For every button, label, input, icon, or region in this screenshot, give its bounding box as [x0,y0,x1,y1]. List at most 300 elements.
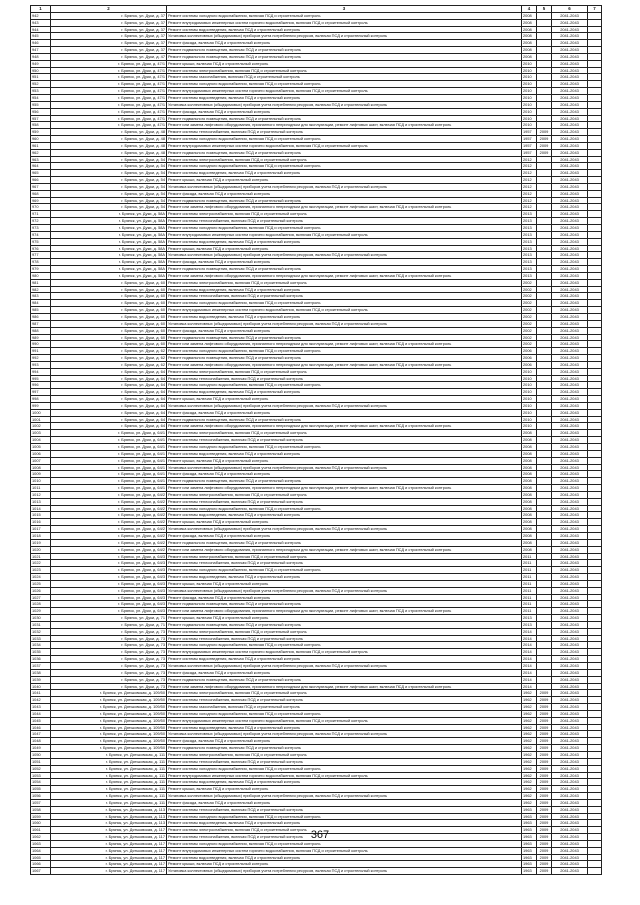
work-type-cell: Ремонт системы теплоснабжения, включая ПСД и строительный контроль [167,375,522,382]
repair-year-cell [537,512,552,519]
work-type-cell: Ремонт системы холодного водоснабжения, включая ПСД и строительный контроль [167,765,522,772]
planned-period-cell: 2041-2043 [552,526,588,533]
address-cell: г. Брянск, ул. Дуки, д. 60 [51,334,167,341]
extra-cell [588,416,602,423]
work-type-cell: Установка коллективных (общедомовых) приборов учета потребления ресурсов, включая ПСД и строительный контроль [167,526,522,533]
work-type-cell: Ремонт подвального помещения, включая ПСД и строительный контроль [167,149,522,156]
repair-year-cell [537,409,552,416]
extra-cell [588,690,602,697]
planned-period-cell: 2041-2043 [552,156,588,163]
table-row [31,813,602,820]
row-number-cell: 968 [31,190,51,197]
extra-cell [588,218,602,225]
row-number-cell: 944 [31,26,51,33]
planned-period-cell: 2041-2043 [552,416,588,423]
row-number-cell: 1035 [31,649,51,656]
planned-period-cell: 2041-2043 [552,40,588,47]
row-number-cell: 977 [31,252,51,259]
address-cell: г. Брянск, ул. Дуки, д. 37 [51,47,167,54]
build-year-cell: 2012 [522,177,537,184]
row-number-cell: 1028 [31,601,51,608]
extra-cell [588,272,602,279]
work-type-cell: Ремонт системы водоотведения, включая ПСД и строительный контроль [167,313,522,320]
address-cell: г. Брянск, ул. Дуки, д. 64/3 [51,580,167,587]
address-cell: г. Брянск, ул. Дуки, д. 73 [51,676,167,683]
build-year-cell: 2010 [522,74,537,81]
address-cell: г. Брянск, ул. Дятьковская, д. 117 [51,840,167,847]
planned-period-cell: 2041-2043 [552,204,588,211]
address-cell: г. Брянск, ул. Дуки, д. 37 [51,33,167,40]
row-number-cell: 960 [31,136,51,143]
extra-cell [588,53,602,60]
build-year-cell: 2014 [522,669,537,676]
repair-year-cell [537,450,552,457]
extra-cell [588,313,602,320]
address-cell: г. Брянск, ул. Дуки, д. 47/1 [51,115,167,122]
table-row [31,676,602,683]
repair-year-cell [537,402,552,409]
build-year-cell: 1963 [522,806,537,813]
repair-year-cell: 2009 [537,834,552,841]
work-type-cell: Ремонт системы холодного водоснабжения, включая ПСД и строительный контроль [167,710,522,717]
extra-cell [588,423,602,430]
work-type-cell: Ремонт системы холодного водоснабжения, включая ПСД и строительный контроль [167,444,522,451]
repair-year-cell [537,279,552,286]
build-year-cell: 1962 [522,717,537,724]
table-row [31,259,602,266]
build-year-cell: 2008 [522,505,537,512]
work-type-cell: Ремонт системы холодного водоснабжения, включая ПСД и строительный контроль [167,813,522,820]
planned-period-cell: 2041-2043 [552,245,588,252]
address-cell: г. Брянск, ул. Дуки, д. 54 [51,197,167,204]
address-cell: г. Брянск, ул. Дуки, д. 48 [51,136,167,143]
row-number-cell: 992 [31,355,51,362]
work-type-cell: Ремонт системы теплоснабжения, включая ПСД и строительный контроль [167,635,522,642]
work-type-cell: Ремонт системы теплоснабжения, включая ПСД и строительный контроль [167,129,522,136]
table-row [31,334,602,341]
row-number-cell: 949 [31,60,51,67]
row-number-cell: 1044 [31,710,51,717]
repair-year-cell: 2009 [537,847,552,854]
planned-period-cell: 2041-2043 [552,642,588,649]
planned-period-cell: 2041-2043 [552,12,588,19]
build-year-cell: 1957 [522,149,537,156]
table-row [31,697,602,704]
address-cell: г. Брянск, ул. Дятьковская, д. 111 [51,758,167,765]
address-cell: г. Брянск, ул. Дуки, д. 54 [51,183,167,190]
repair-year-cell [537,594,552,601]
planned-period-cell: 2041-2043 [552,231,588,238]
build-year-cell: 1962 [522,731,537,738]
table-row [31,81,602,88]
build-year-cell: 2008 [522,40,537,47]
extra-cell [588,847,602,854]
work-type-cell: Ремонт системы холодного водоснабжения, включая ПСД и строительный контроль [167,348,522,355]
planned-period-cell: 2041-2043 [552,286,588,293]
extra-cell [588,751,602,758]
table-row [31,225,602,232]
extra-cell [588,546,602,553]
work-type-cell: Ремонт системы электроснабжения, включая ПСД и строительный контроль [167,491,522,498]
repair-year-cell [537,60,552,67]
extra-cell [588,820,602,827]
extra-cell [588,519,602,526]
table-row [31,19,602,26]
repair-year-cell: 2009 [537,827,552,834]
row-number-cell: 952 [31,81,51,88]
row-number-cell: 1039 [31,676,51,683]
planned-period-cell: 2041-2043 [552,854,588,861]
build-year-cell: 1963 [522,861,537,868]
planned-period-cell: 2041-2043 [552,799,588,806]
extra-cell [588,177,602,184]
planned-period-cell: 2041-2043 [552,834,588,841]
planned-period-cell: 2041-2043 [552,519,588,526]
capital-repair-table [30,5,602,875]
repair-year-cell [537,341,552,348]
row-number-cell: 987 [31,320,51,327]
address-cell: г. Брянск, ул. Дуки, д. 64/3 [51,574,167,581]
build-year-cell: 2012 [522,190,537,197]
row-number-cell: 970 [31,204,51,211]
address-cell: г. Брянск, ул. Дуки, д. 58А [51,245,167,252]
work-type-cell: Ремонт фасада, включая ПСД и строительный контроль [167,594,522,601]
table-row [31,252,602,259]
row-number-cell: 1000 [31,409,51,416]
extra-cell [588,621,602,628]
build-year-cell: 2008 [522,444,537,451]
work-type-cell: Ремонт системы электроснабжения, включая ПСД и строительный контроль [167,368,522,375]
planned-period-cell: 2041-2043 [552,505,588,512]
address-cell: г. Брянск, ул. Дуки, д. 71 [51,615,167,622]
planned-period-cell: 2041-2043 [552,779,588,786]
table-row [31,437,602,444]
planned-period-cell: 2041-2043 [552,272,588,279]
planned-period-cell: 2041-2043 [552,724,588,731]
build-year-cell: 2013 [522,621,537,628]
work-type-cell: Ремонт системы холодного водоснабжения, включая ПСД и строительный контроль [167,163,522,170]
table-row [31,861,602,868]
address-cell: г. Брянск, ул. Дуки, д. 64/1 [51,471,167,478]
planned-period-cell: 2041-2043 [552,211,588,218]
work-type-cell: Ремонт системы водоотведения, включая ПСД и строительный контроль [167,94,522,101]
planned-period-cell: 2041-2043 [552,197,588,204]
repair-year-cell [537,457,552,464]
build-year-cell: 2006 [522,355,537,362]
extra-cell [588,136,602,143]
table-row [31,526,602,533]
extra-cell [588,266,602,273]
repair-year-cell [537,587,552,594]
repair-year-cell [537,170,552,177]
planned-period-cell: 2041-2043 [552,183,588,190]
extra-cell [588,101,602,108]
row-number-cell: 991 [31,348,51,355]
work-type-cell: Ремонт или замена лифтового оборудования, признанного непригодным для эксплуатации, ремонт лифтовых шахт, включая ПСД и строительный контроль [167,683,522,690]
row-number-cell: 1049 [31,745,51,752]
table-row [31,615,602,622]
repair-year-cell [537,539,552,546]
address-cell: г. Брянск, ул. Дуки, д. 60 [51,320,167,327]
planned-period-cell: 2041-2043 [552,402,588,409]
repair-year-cell: 2009 [537,786,552,793]
extra-cell [588,355,602,362]
address-cell: г. Брянск, ул. Дуки, д. 64/2 [51,498,167,505]
row-number-cell: 996 [31,382,51,389]
address-cell: г. Брянск, ул. Дуки, д. 47/1 [51,122,167,129]
row-number-cell: 1065 [31,854,51,861]
address-cell: г. Брянск, ул. Дуки, д. 60 [51,293,167,300]
build-year-cell: 2010 [522,81,537,88]
extra-cell [588,402,602,409]
planned-period-cell: 2041-2043 [552,94,588,101]
table-row [31,786,602,793]
planned-period-cell: 2041-2043 [552,635,588,642]
planned-period-cell: 2041-2043 [552,238,588,245]
planned-period-cell: 2041-2043 [552,669,588,676]
planned-period-cell: 2041-2043 [552,847,588,854]
table-row [31,854,602,861]
work-type-cell: Ремонт фасада, включая ПСД и строительный контроль [167,259,522,266]
row-number-cell: 981 [31,279,51,286]
extra-cell [588,683,602,690]
planned-period-cell: 2041-2043 [552,190,588,197]
extra-cell [588,505,602,512]
extra-cell [588,649,602,656]
extra-cell [588,464,602,471]
repair-year-cell [537,601,552,608]
planned-period-cell: 2041-2043 [552,348,588,355]
row-number-cell: 1013 [31,498,51,505]
table-row [31,478,602,485]
extra-cell [588,861,602,868]
work-type-cell: Ремонт системы электроснабжения, включая ПСД и строительный контроль [167,67,522,74]
address-cell: г. Брянск, ул. Дуки, д. 54 [51,170,167,177]
address-cell: г. Брянск, ул. Дуки, д. 71 [51,621,167,628]
work-type-cell: Ремонт системы теплоснабжения, включая ПСД и строительный контроль [167,293,522,300]
work-type-cell: Ремонт системы теплоснабжения, включая ПСД и строительный контроль [167,560,522,567]
repair-year-cell [537,389,552,396]
build-year-cell: 2012 [522,204,537,211]
build-year-cell: 2006 [522,348,537,355]
repair-year-cell [537,676,552,683]
work-type-cell: Ремонт крыши, включая ПСД и строительный контроль [167,60,522,67]
planned-period-cell: 2041-2043 [552,806,588,813]
repair-year-cell [537,12,552,19]
table-row [31,368,602,375]
planned-period-cell: 2041-2043 [552,615,588,622]
extra-cell [588,163,602,170]
row-number-cell: 986 [31,313,51,320]
address-cell: г. Брянск, ул. Дуки, д. 47/1 [51,101,167,108]
planned-period-cell: 2041-2043 [552,656,588,663]
row-number-cell: 1005 [31,444,51,451]
planned-period-cell: 2041-2043 [552,60,588,67]
work-type-cell: Ремонт внутридомовых инженерных систем горячего водоснабжения, включая ПСД и строительный контроль [167,142,522,149]
planned-period-cell: 2041-2043 [552,149,588,156]
work-type-cell: Ремонт подвального помещения, включая ПСД и строительный контроль [167,197,522,204]
build-year-cell: 1962 [522,697,537,704]
build-year-cell: 2002 [522,307,537,314]
table-row [31,594,602,601]
row-number-cell: 967 [31,183,51,190]
extra-cell [588,601,602,608]
work-type-cell: Ремонт или замена лифтового оборудования, признанного непригодным для эксплуатации, ремонт лифтовых шахт, включая ПСД и строительный контроль [167,272,522,279]
repair-year-cell [537,190,552,197]
build-year-cell: 2012 [522,163,537,170]
work-type-cell: Ремонт или замена лифтового оборудования, признанного непригодным для эксплуатации, ремонт лифтовых шахт, включая ПСД и строительный контроль [167,608,522,615]
address-cell: г. Брянск, ул. Дуки, д. 54 [51,190,167,197]
row-number-cell: 975 [31,238,51,245]
work-type-cell: Ремонт системы холодного водоснабжения, включая ПСД и строительный контроль [167,81,522,88]
extra-cell [588,786,602,793]
row-number-cell: 966 [31,177,51,184]
planned-period-cell: 2041-2043 [552,491,588,498]
address-cell: г. Брянск, ул. Дятьковская, д. 109/50 [51,724,167,731]
build-year-cell: 1962 [522,690,537,697]
work-type-cell: Ремонт системы теплоснабжения, включая ПСД и строительный контроль [167,437,522,444]
address-cell: г. Брянск, ул. Дуки, д. 64/3 [51,560,167,567]
row-number-cell: 1001 [31,416,51,423]
repair-year-cell [537,526,552,533]
extra-cell [588,765,602,772]
document-sheet [30,5,601,875]
repair-year-cell: 2009 [537,717,552,724]
table-row [31,444,602,451]
address-cell: г. Брянск, ул. Дуки, д. 64/2 [51,532,167,539]
table-row [31,122,602,129]
planned-period-cell: 2041-2043 [552,649,588,656]
table-row [31,129,602,136]
address-cell: г. Брянск, ул. Дуки, д. 64/3 [51,567,167,574]
address-cell: г. Брянск, ул. Дуки, д. 54 [51,156,167,163]
row-number-cell: 985 [31,307,51,314]
work-type-cell: Установка коллективных (общедомовых) приборов учета потребления ресурсов, включая ПСД и строительный контроль [167,731,522,738]
address-cell: г. Брянск, ул. Дуки, д. 60 [51,327,167,334]
work-type-cell: Ремонт внутридомовых инженерных систем горячего водоснабжения, включая ПСД и строительный контроль [167,717,522,724]
build-year-cell: 2010 [522,423,537,430]
table-row [31,717,602,724]
address-cell: г. Брянск, ул. Дятьковская, д. 117 [51,847,167,854]
planned-period-cell: 2041-2043 [552,840,588,847]
row-number-cell: 1062 [31,834,51,841]
row-number-cell: 957 [31,115,51,122]
table-row [31,53,602,60]
work-type-cell: Ремонт фасада, включая ПСД и строительный контроль [167,669,522,676]
work-type-cell: Ремонт системы газоснабжения, включая ПСД и строительный контроль [167,74,522,81]
table-row [31,142,602,149]
row-number-cell: 1050 [31,751,51,758]
repair-year-cell [537,437,552,444]
work-type-cell: Установка коллективных (общедомовых) приборов учета потребления ресурсов, включая ПСД и строительный контроль [167,793,522,800]
row-number-cell: 1057 [31,799,51,806]
row-number-cell: 1058 [31,806,51,813]
table-row [31,286,602,293]
planned-period-cell: 2041-2043 [552,327,588,334]
extra-cell [588,840,602,847]
address-cell: г. Брянск, ул. Дуки, д. 64 [51,375,167,382]
planned-period-cell: 2041-2043 [552,751,588,758]
extra-cell [588,300,602,307]
work-type-cell: Ремонт подвального помещения, включая ПСД и строительный контроль [167,115,522,122]
table-row [31,868,602,875]
address-cell: г. Брянск, ул. Дуки, д. 64 [51,396,167,403]
planned-period-cell: 2041-2043 [552,628,588,635]
row-number-cell: 1063 [31,840,51,847]
build-year-cell: 2010 [522,60,537,67]
address-cell: г. Брянск, ул. Дуки, д. 47/1 [51,74,167,81]
build-year-cell: 2012 [522,197,537,204]
build-year-cell: 2014 [522,628,537,635]
table-row [31,587,602,594]
row-number-cell: 999 [31,402,51,409]
table-row [31,574,602,581]
work-type-cell: Ремонт системы холодного водоснабжения, включая ПСД и строительный контроль [167,225,522,232]
extra-cell [588,457,602,464]
build-year-cell: 2008 [522,512,537,519]
table-row [31,765,602,772]
address-cell: г. Брянск, ул. Дятьковская, д. 111 [51,793,167,800]
table-row [31,491,602,498]
extra-cell [588,348,602,355]
planned-period-cell: 2041-2043 [552,53,588,60]
repair-year-cell [537,122,552,129]
planned-period-cell: 2041-2043 [552,546,588,553]
build-year-cell: 2008 [522,450,537,457]
row-number-cell: 1007 [31,457,51,464]
address-cell: г. Брянск, ул. Дуки, д. 64/3 [51,594,167,601]
table-row [31,183,602,190]
build-year-cell: 2010 [522,122,537,129]
address-cell: г. Брянск, ул. Дуки, д. 47/1 [51,67,167,74]
table-row [31,279,602,286]
work-type-cell: Ремонт системы теплоснабжения, включая ПСД и строительный контроль [167,806,522,813]
build-year-cell: 2008 [522,47,537,54]
build-year-cell: 2002 [522,320,537,327]
address-cell: г. Брянск, ул. Дуки, д. 48 [51,142,167,149]
address-cell: г. Брянск, ул. Дуки, д. 64/3 [51,587,167,594]
table-row [31,389,602,396]
planned-period-cell: 2041-2043 [552,553,588,560]
work-type-cell: Ремонт системы водоотведения, включая ПСД и строительный контроль [167,656,522,663]
table-row [31,567,602,574]
table-row [31,396,602,403]
planned-period-cell: 2041-2043 [552,498,588,505]
repair-year-cell [537,19,552,26]
planned-period-cell: 2041-2043 [552,341,588,348]
row-number-cell: 1004 [31,437,51,444]
planned-period-cell: 2041-2043 [552,663,588,670]
build-year-cell: 1957 [522,129,537,136]
repair-year-cell: 2009 [537,129,552,136]
work-type-cell: Ремонт системы электроснабжения, включая ПСД и строительный контроль [167,279,522,286]
repair-year-cell: 2009 [537,793,552,800]
address-cell: г. Брянск, ул. Дуки, д. 62 [51,348,167,355]
row-number-cell: 1047 [31,731,51,738]
table-row [31,457,602,464]
column-header: 3 [167,6,522,13]
extra-cell [588,731,602,738]
row-number-cell: 945 [31,33,51,40]
address-cell: г. Брянск, ул. Дуки, д. 73 [51,628,167,635]
table-row [31,498,602,505]
work-type-cell: Ремонт системы электроснабжения, включая ПСД и строительный контроль [167,690,522,697]
planned-period-cell: 2041-2043 [552,423,588,430]
repair-year-cell [537,259,552,266]
repair-year-cell [537,505,552,512]
work-type-cell: Ремонт системы теплоснабжения, включая ПСД и строительный контроль [167,758,522,765]
row-number-cell: 980 [31,272,51,279]
